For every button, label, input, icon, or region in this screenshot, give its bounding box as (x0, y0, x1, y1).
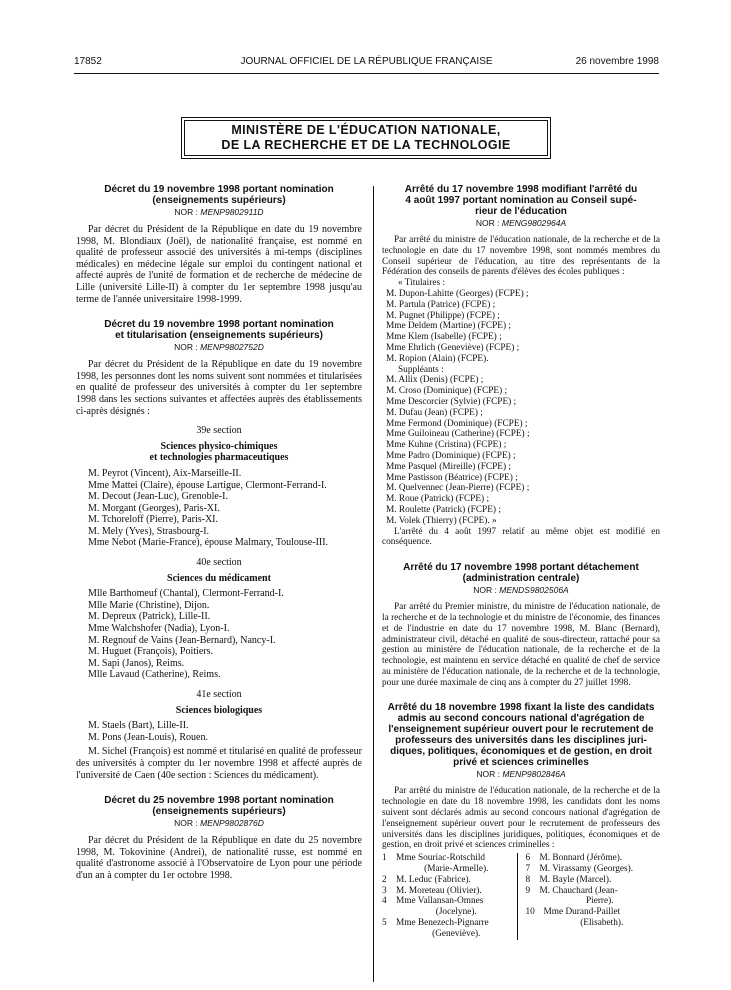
candidate-name-line: Pierre). (585, 896, 614, 907)
decree-body: Par décret du Président de la République en date du 25 novembre 1998, M. Tokovinine (Andrei), de nationalité russe, est nommé en qualité d'astronome associé à l'Observatoire de Lyon pour une période d'un an à compter du 1er octobre 1998. (76, 835, 362, 881)
candidate-name-line: (Jocelyne). (435, 907, 477, 918)
appointee-list (76, 468, 362, 549)
candidate-item (382, 853, 517, 875)
list-item: M. Sapi (Janos), Reims. (88, 657, 185, 669)
arrete-title-line: Arrêté du 17 novembre 1998 portant détachement (403, 562, 639, 574)
list-item: M. Dupon-Lahitte (Georges) (FCPE) ; (386, 288, 529, 299)
list-item: M. Roue (Patrick) (FCPE) ; (386, 494, 490, 505)
ministry-box (181, 117, 551, 159)
spacer (76, 305, 362, 319)
candidate-item (526, 907, 661, 929)
right-column (382, 184, 660, 940)
arrete-title-line: (administration centrale) (462, 573, 580, 585)
candidate-rank: 3 (382, 885, 387, 896)
list-item: M. Decout (Jean-Luc), Grenoble-I. (88, 491, 228, 503)
list-item: M. Ropion (Alain) (FCPE). (386, 353, 489, 364)
section-name: Sciences physico-chimiques (160, 440, 278, 452)
candidate-item (526, 886, 661, 908)
candidate-table (382, 853, 660, 939)
candidate-name (540, 864, 661, 875)
list-item: M. Quelvennec (Jean-Pierre) (FCPE) ; (386, 483, 530, 494)
section-name: et technologies pharmaceutiques (149, 452, 289, 464)
candidate-rank: 9 (525, 885, 531, 896)
nor-reference (382, 769, 660, 780)
decree-1 (76, 184, 362, 305)
section-name: Sciences biologiques (175, 704, 263, 716)
list-item: Mme Klem (Isabelle) (FCPE) ; (386, 332, 502, 343)
page-header (74, 56, 659, 70)
nor-reference (382, 585, 660, 596)
arrete-title-line: Arrêté du 17 novembre 1998 modifiant l'arrêté du (404, 184, 638, 195)
candidate-name-line: M. Chauchard (Jean- (539, 885, 618, 896)
arrete-body: Par arrêté du ministre de l'éducation nationale, de la recherche et de la technologie en date du 18 novembre 1998, les candidats dont les noms suivent sont déclarés admis au second concours national d'agrégation de l'enseignement supérieur ouvert pour le recrutement de professeurs des universités dans les disciplines juridiques, politiques, économiques et de gestion, en droit privé et sciences criminelles : (382, 786, 660, 851)
candidate-rank: 10 (525, 907, 535, 918)
ministry-box-inner (184, 120, 548, 156)
candidate-name-line: (Marie-Armelle). (424, 864, 489, 875)
list-item: M. Regnouf de Vains (Jean-Bernard), Nancy-I. (88, 634, 276, 646)
suppleants-list (382, 375, 660, 526)
ministry-line-2: DE LA RECHERCHE ET DE LA TECHNOLOGIE (221, 138, 511, 152)
candidate-name-line: Mme Vallansan-Omnes (396, 896, 484, 907)
list-item: M. Volek (Thierry) (FCPE). » (386, 515, 497, 526)
list-item: M. Pugnet (Philippe) (FCPE) ; (386, 310, 500, 321)
spacer (382, 548, 660, 562)
candidate-rank: 8 (525, 874, 531, 885)
decree-title-line: (enseignements supérieurs) (152, 806, 286, 818)
nor-code: MENG9802964A (501, 218, 567, 228)
candidate-column-right (517, 853, 661, 939)
issue-date: 26 novembre 1998 (575, 56, 659, 67)
candidate-item (382, 918, 517, 940)
column-divider (373, 186, 374, 982)
list-item: M. Dufau (Jean) (FCPE) ; (386, 407, 483, 418)
nor-label: NOR : (174, 818, 198, 829)
candidate-name (544, 907, 661, 929)
arrete-3 (382, 702, 660, 939)
section-number: 39e section (196, 425, 242, 437)
candidate-name (396, 875, 517, 886)
list-item: M. Croso (Dominique) (FCPE) ; (386, 386, 508, 397)
candidate-item (382, 886, 517, 897)
candidate-item (382, 896, 517, 918)
titulaires-label: « Titulaires : (398, 278, 446, 289)
list-item: Mme Nebot (Marie-France), épouse Malmary, Toulouse-III. (88, 537, 329, 549)
decree-title-line: Décret du 19 novembre 1998 portant nomination (104, 319, 334, 331)
arrete-title-line: rieur de l'éducation (475, 206, 567, 217)
candidate-name (396, 896, 517, 918)
nor-label: NOR : (174, 207, 199, 217)
list-item: Mme Pasquel (Mireille) (FCPE) ; (386, 461, 511, 472)
arrete-body: Par arrêté du ministre de l'éducation nationale, de la recherche et de la technologie en date du 17 novembre 1998, sont nommés membres du Conseil supérieur de l'éducation, au titre des représentants de la Fédération des conseils de parents d'élèves des écoles publiques : (382, 235, 660, 278)
nor-label: NOR : (473, 585, 497, 596)
page-number: 17852 (74, 56, 102, 67)
list-item: Mme Pastisson (Béatrice) (FCPE) ; (386, 472, 518, 483)
list-item: Mlle Marie (Christine), Dijon. (88, 599, 210, 611)
arrete-title-line: privé et sciences criminelles (453, 757, 589, 769)
list-item: Mme Ehrlich (Geneviève) (FCPE) ; (386, 342, 520, 353)
appointee-list (76, 720, 362, 743)
arrete-title-line: professeurs des universités dans les disciplines juri- (395, 735, 647, 747)
candidate-name-line: Mme Durand-Paillet (543, 907, 621, 918)
spacer (76, 781, 362, 795)
nor-code: MENP9802911D (200, 207, 264, 217)
arrete-title-line: diques, politiques, économiques et de gestion, en droit (390, 746, 652, 758)
nor-code: MENP9802752D (200, 342, 264, 353)
nor-reference (76, 342, 362, 353)
list-item: Mme Walchshofer (Nadia), Lyon-I. (88, 623, 230, 635)
candidate-name (396, 918, 517, 940)
list-item: Mlle Barthomeuf (Chantal), Clermont-Ferrand-I. (88, 588, 284, 600)
candidate-name (540, 886, 661, 908)
candidate-rank: 5 (382, 918, 387, 929)
section-name: Sciences du médicament (167, 572, 271, 584)
decree-title-line: Décret du 25 novembre 1998 portant nomination (104, 795, 334, 807)
header-rule (74, 73, 659, 74)
appointee-list (76, 588, 362, 681)
list-item: M. Staels (Bart), Lille-II. (88, 720, 189, 732)
candidate-name-line: (Elisabeth). (580, 918, 624, 929)
list-item: M. Pons (Jean-Louis), Rouen. (88, 731, 208, 743)
list-item: Mlle Lavaud (Catherine), Reims. (88, 669, 221, 681)
candidate-name-line: M. Moreteau (Olivier). (396, 885, 482, 896)
arrete-2 (382, 562, 660, 688)
list-item: Mme Mattei (Claire), épouse Lartigue, Clermont-Ferrand-I. (88, 479, 327, 491)
list-item: Mme Deldem (Martine) (FCPE) ; (386, 321, 511, 332)
candidate-name-line: (Geneviève). (432, 928, 481, 939)
list-item: M. Tchoreloff (Pierre), Paris-XI. (88, 514, 219, 526)
decree-body: Par décret du Président de la République en date du 19 novembre 1998, les personnes dont les noms suivent sont nommées et titularisées en qualité de professeur des universités à compter du 1er septembre 1998 dans les sections suivantes et affectées auprès des établissements ci-après désignés : (76, 359, 362, 417)
titulaires-list (382, 289, 660, 365)
candidate-name (396, 853, 517, 875)
candidate-rank: 6 (525, 853, 531, 864)
spacer (382, 688, 660, 702)
list-item: M. Mely (Yves), Strasbourg-I. (88, 525, 210, 537)
nor-label: NOR : (476, 769, 500, 780)
candidate-column-left (382, 853, 517, 939)
decree-2 (76, 319, 362, 781)
decree-3 (76, 795, 362, 881)
arrete-title-line: admis au second concours national d'agrégation de (397, 713, 645, 725)
arrete-title-line: Arrêté du 18 novembre 1998 fixant la liste des candidats (387, 702, 655, 714)
candidate-name-line: M. Leduc (Fabrice). (396, 874, 471, 885)
nor-reference (382, 218, 660, 229)
list-item: M. Morgant (Georges), Paris-XI. (88, 502, 220, 514)
list-item: M. Roulette (Patrick) (FCPE) ; (386, 504, 501, 515)
list-item: M. Depreux (Patrick), Lille-II. (88, 611, 211, 623)
nor-label: NOR : (475, 218, 500, 228)
list-item: M. Allix (Denis) (FCPE) ; (386, 375, 484, 386)
list-item: M. Peyrot (Vincent), Aix-Marseille-II. (88, 467, 242, 479)
nor-code: MENP9802876D (200, 818, 264, 829)
candidate-name (396, 886, 517, 897)
arrete-title-line: l'enseignement supérieur ouvert pour le recrutement de (388, 724, 654, 736)
list-item: Mme Fermond (Dominique) (FCPE) ; (386, 418, 528, 429)
section-number: 40e section (196, 557, 242, 569)
decree-title-line: Décret du 19 novembre 1998 portant nomination (104, 184, 334, 195)
decree-body: Par décret du Président de la République en date du 19 novembre 1998, M. Blondiaux (Joël), de nationalité française, est nommé en qualité de professeur associé des universités à mi-temps (disciplines médicales) en médecine légale sur emploi du contingent national et affecté auprès de l'unité de formation et de recherche de médecine de Lille (université Lille-II) à compter du 1er septembre 1998 jusqu'au terme de l'année universitaire 1998-1999. (76, 224, 362, 305)
candidate-rank: 7 (525, 864, 531, 875)
candidate-name (540, 853, 661, 864)
candidate-name-line: M. Bonnard (Jérôme). (539, 853, 623, 864)
list-item: Mme Padro (Dominique) (FCPE) ; (386, 450, 516, 461)
candidate-name-line: Mme Benezech-Pignarre (396, 918, 489, 929)
candidate-name-line: Mme Souriac-Rotschild (396, 853, 486, 864)
candidate-name (540, 875, 661, 886)
nor-label: NOR : (174, 342, 198, 353)
nor-reference (76, 207, 362, 218)
list-item: M. Partula (Patrice) (FCPE) ; (386, 299, 496, 310)
candidate-rank: 1 (382, 853, 387, 864)
candidate-rank: 2 (382, 874, 387, 885)
decree-closing: M. Sichel (François) est nommé et titularisé en qualité de professeur des universités à compter du 1er novembre 1998 et affecté auprès de l'université de Caen (40e section : Sciences du médicament). (76, 746, 362, 781)
arrete-1 (382, 184, 660, 548)
arrete-closing: L'arrêté du 4 août 1997 relatif au même objet est modifié en conséquence. (382, 526, 660, 548)
candidate-item (526, 875, 661, 886)
candidate-rank: 4 (382, 896, 387, 907)
candidate-item (526, 853, 661, 864)
decree-title-line: et titularisation (enseignements supérieurs) (115, 330, 323, 342)
journal-title: JOURNAL OFFICIEL DE LA RÉPUBLIQUE FRANÇAISE (240, 56, 493, 67)
nor-code: MENDS9802506A (499, 585, 569, 596)
section-number: 41e section (196, 689, 242, 700)
candidate-name-line: M. Virassamy (Georges). (539, 864, 634, 875)
candidate-name-line: M. Bayle (Marcel). (539, 874, 612, 885)
list-item: Mme Descorcier (Sylvie) (FCPE) ; (386, 396, 517, 407)
nor-reference (76, 818, 362, 829)
candidate-item (382, 875, 517, 886)
arrete-body: Par arrêté du Premier ministre, du ministre de l'éducation nationale, de la recherche et de la technologie et du ministre de l'économie, des finances et de l'industrie en date du 17 novembre 1998, M. Blanc (Bernard), administrateur civil, détaché en qualité de sous-directeur, rattaché pour sa gestion au ministère de l'éducation nationale, de la recherche et de la technologie, est maintenu en service détaché en qualité de chef de service au ministère de l'éducation nationale, de la recherche et de la technologie, pour une durée maximale de cinq ans à compter du 27 juillet 1998. (382, 602, 660, 688)
list-item: Mme Kuhne (Cristina) (FCPE) ; (386, 440, 507, 451)
list-item: Mme Guiloineau (Catherine) (FCPE) ; (386, 429, 530, 440)
left-column (76, 184, 362, 882)
arrete-title-line: 4 août 1997 portant nomination au Conseil supé- (405, 195, 637, 206)
list-item: M. Huguet (François), Poitiers. (88, 646, 213, 658)
ministry-line-1: MINISTÈRE DE L'ÉDUCATION NATIONALE, (231, 123, 501, 137)
candidate-item (526, 864, 661, 875)
decree-title-line: (enseignements supérieurs) (152, 195, 286, 206)
suppleants-label: Suppléants : (398, 364, 444, 375)
nor-code: MENP9802846A (502, 769, 566, 780)
